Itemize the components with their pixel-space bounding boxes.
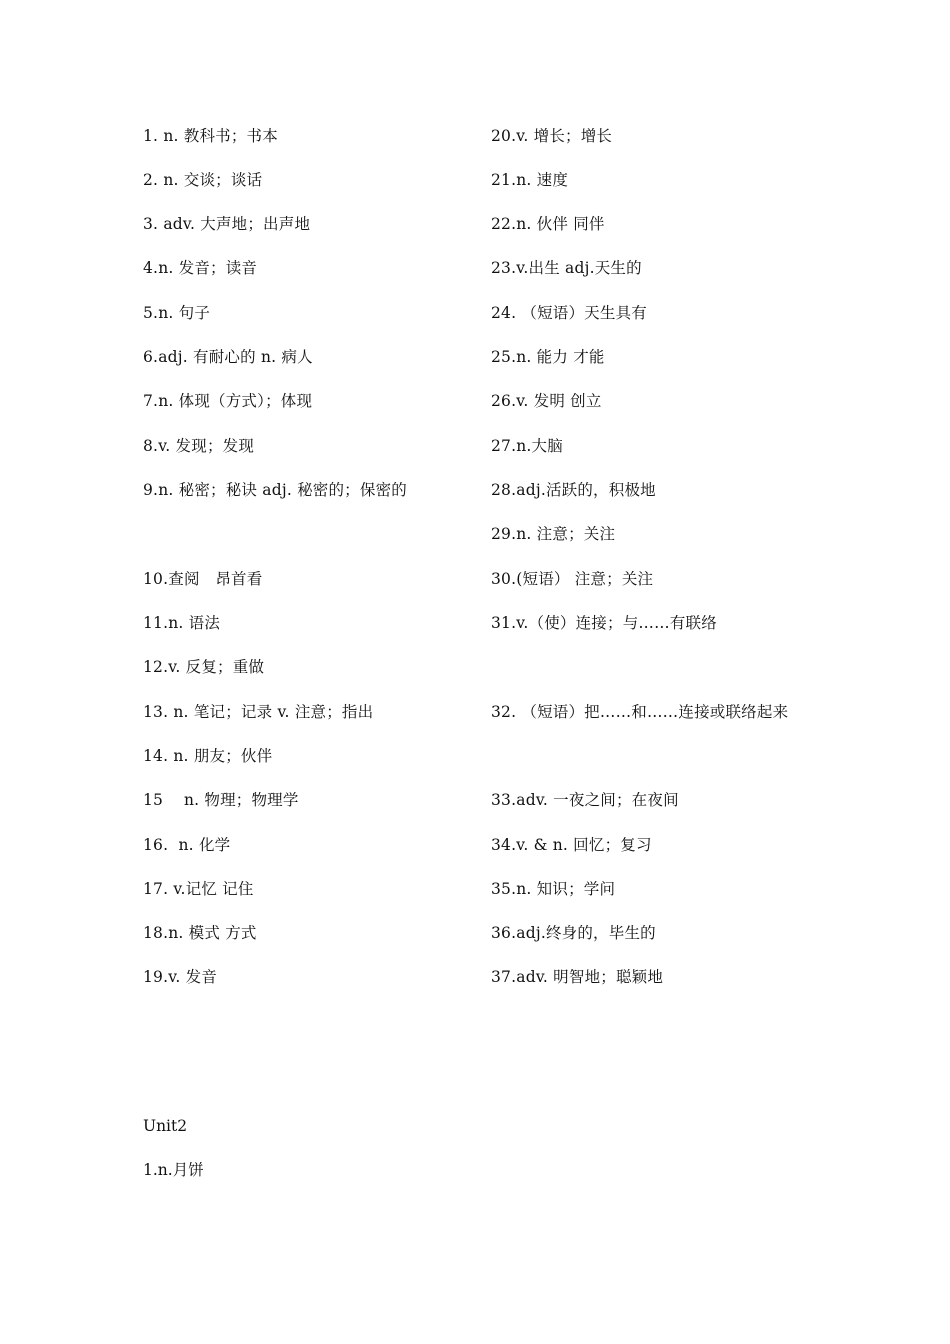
vocab-entry-16: 16. n. 化学: [143, 836, 231, 854]
vocab-entry-27: 27.n.大脑: [491, 437, 563, 455]
vocab-entry-28: 28.adj.活跃的，积极地: [491, 481, 656, 499]
vocab-entry-1: 1. n. 教科书；书本: [143, 127, 278, 145]
unit2-entry-1: 1.n.月饼: [143, 1161, 204, 1179]
vocab-entry-23: 23.v.出生 adj.天生的: [491, 259, 642, 277]
vocab-entry-25: 25.n. 能力 才能: [491, 348, 605, 366]
vocab-entry-12: 12.v. 反复；重做: [143, 658, 265, 676]
vocab-entry-15: 15 n. 物理；物理学: [143, 791, 299, 809]
vocab-entry-32: 32. （短语）把……和……连接或联络起来: [491, 703, 789, 721]
vocab-entry-36: 36.adj.终身的，毕生的: [491, 924, 656, 942]
vocab-entry-14: 14. n. 朋友；伙伴: [143, 747, 273, 765]
vocab-entry-5: 5.n. 句子: [143, 304, 211, 322]
vocab-entry-37: 37.adv. 明智地；聪颖地: [491, 968, 664, 986]
vocab-entry-19: 19.v. 发音: [143, 968, 218, 986]
vocab-entry-20: 20.v. 增长；增长: [491, 127, 613, 145]
vocab-entry-18: 18.n. 模式 方式: [143, 924, 257, 942]
vocab-entry-33: 33.adv. 一夜之间；在夜间: [491, 791, 679, 809]
vocab-entry-29: 29.n. 注意；关注: [491, 525, 616, 543]
vocab-entry-6: 6.adj. 有耐心的 n. 病人: [143, 348, 313, 366]
vocab-entry-10: 10.查阅 昂首看: [143, 570, 263, 588]
vocab-entry-4: 4.n. 发音；读音: [143, 259, 258, 277]
vocab-entry-8: 8.v. 发现；发现: [143, 437, 255, 455]
vocab-entry-7: 7.n. 体现（方式）；体现: [143, 392, 313, 410]
vocab-entry-22: 22.n. 伙伴 同伴: [491, 215, 605, 233]
vocab-entry-31: 31.v.（使）连接；与……有联络: [491, 614, 717, 632]
vocab-entry-21: 21.n. 速度: [491, 171, 569, 189]
vocab-entry-34: 34.v. & n. 回忆；复习: [491, 836, 652, 854]
vocab-entry-26: 26.v. 发明 创立: [491, 392, 602, 410]
vocab-entry-30: 30.(短语） 注意；关注: [491, 570, 654, 588]
vocab-entry-3: 3. adv. 大声地；出声地: [143, 215, 311, 233]
vocab-entry-35: 35.n. 知识；学问: [491, 880, 616, 898]
vocab-entry-11: 11.n. 语法: [143, 614, 221, 632]
vocab-entry-17: 17. v.记忆 记住: [143, 880, 254, 898]
vocab-entry-2: 2. n. 交谈；谈话: [143, 171, 263, 189]
vocab-entry-24: 24. （短语）天生具有: [491, 304, 647, 322]
vocab-entry-9: 9.n. 秘密；秘诀 adj. 秘密的；保密的: [143, 481, 407, 499]
vocab-entry-13: 13. n. 笔记；记录 v. 注意；指出: [143, 703, 374, 721]
unit-heading: Unit2: [143, 1117, 188, 1135]
